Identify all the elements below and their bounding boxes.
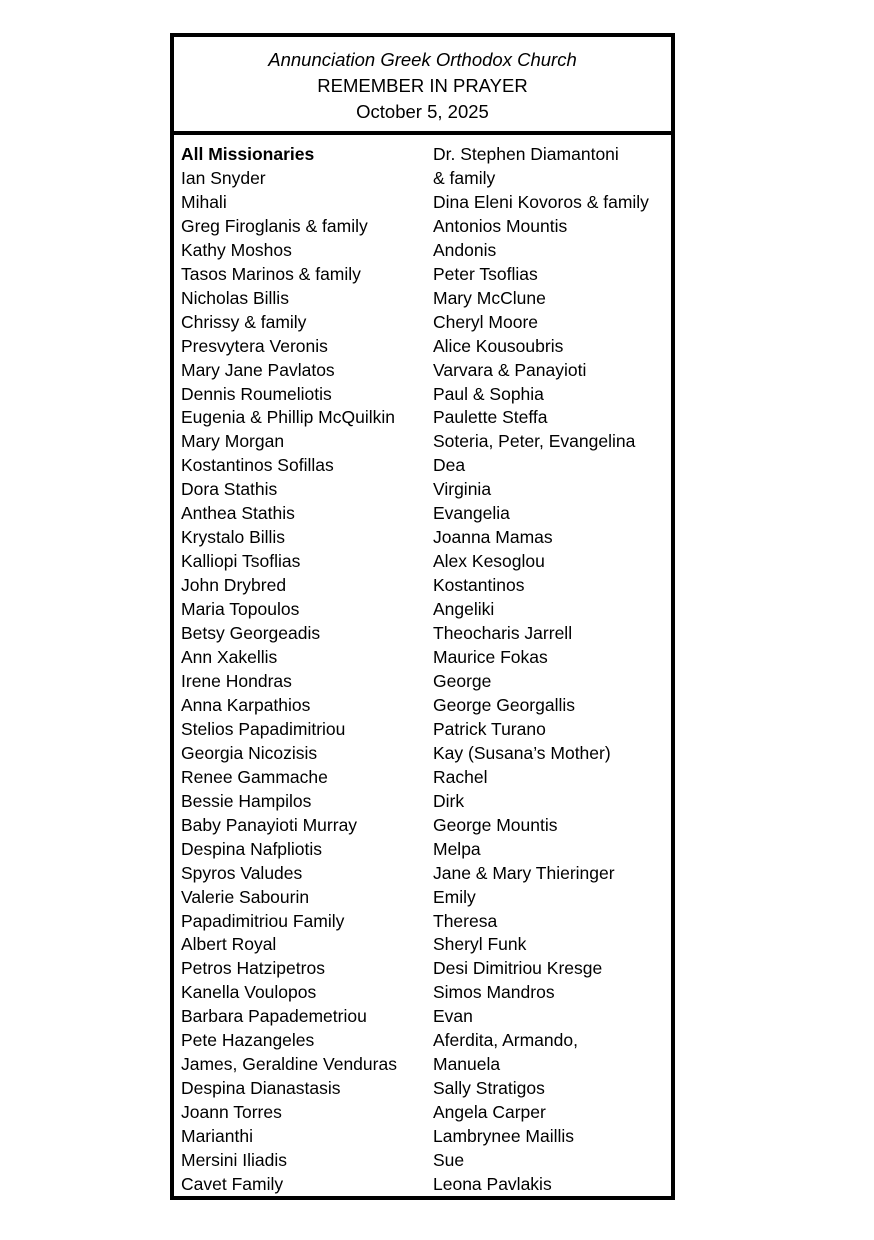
name-entry: Greg Firoglanis & family: [181, 215, 368, 236]
name-entry: Despina Dianastasis: [181, 1078, 341, 1099]
name-entry: Kanella Voulopos: [181, 982, 317, 1003]
name-entry: Joanna Mamas: [433, 527, 553, 548]
name-entry: Aferdita, Armando,: [433, 1030, 578, 1051]
name-entry: Petros Hatzipetros: [181, 958, 325, 979]
name-entry: Angeliki: [433, 599, 495, 620]
name-entry: Georgia Nicozisis: [181, 742, 318, 763]
name-entry: Baby Panayioti Murray: [181, 814, 358, 835]
name-entry: Irene Hondras: [181, 670, 292, 691]
name-entry: Andonis: [433, 239, 497, 260]
name-entry: Barbara Papademetriou: [181, 1006, 367, 1027]
name-entry: George: [433, 670, 492, 691]
name-entry: Paul & Sophia: [433, 383, 544, 404]
name-entry: Dea: [433, 455, 466, 476]
section-heading: All Missionaries: [181, 144, 315, 164]
name-entry: Joann Torres: [181, 1102, 282, 1123]
name-entry: Cheryl Moore: [433, 311, 539, 332]
name-entry: Ian Snyder: [181, 167, 266, 188]
name-entry: Soteria, Peter, Evangelina: [433, 431, 636, 452]
name-entry: James, Geraldine Venduras: [181, 1054, 397, 1075]
name-entry: Kay (Susana’s Mother): [433, 742, 611, 763]
name-entry: Ann Xakellis: [181, 647, 278, 668]
name-entry: Anthea Stathis: [181, 503, 295, 524]
name-entry: Betsy Georgeadis: [181, 623, 321, 644]
name-entry: George Mountis: [433, 814, 558, 835]
name-entry: Lambrynee Maillis: [433, 1126, 575, 1147]
name-entry: Melpa: [433, 838, 481, 859]
name-entry: Evangelia: [433, 503, 510, 524]
name-entry: Papadimitriou Family: [181, 910, 345, 931]
name-entry: Pete Hazangeles: [181, 1030, 315, 1051]
name-entry: Mary Jane Pavlatos: [181, 359, 335, 380]
name-entry: Alice Kousoubris: [433, 335, 564, 356]
name-entry: Jane & Mary Thieringer: [433, 862, 615, 883]
name-entry: Varvara & Panayioti: [433, 359, 587, 380]
prayer-list-box: [170, 33, 675, 1200]
name-entry: Evan: [433, 1006, 473, 1027]
name-entry: Simos Mandros: [433, 982, 555, 1003]
church-name: Annunciation Greek Orthodox Church: [268, 49, 577, 70]
name-entry: Despina Nafpliotis: [181, 838, 323, 859]
name-entry: Anna Karpathios: [181, 694, 311, 715]
name-entry: Emily: [433, 886, 476, 907]
name-entry: Virginia: [433, 479, 492, 500]
name-entry: Sue: [433, 1150, 465, 1171]
name-entry: Maria Topoulos: [181, 599, 300, 620]
name-entry: George Georgallis: [433, 694, 576, 715]
name-entry: Maurice Fokas: [433, 647, 548, 668]
date: October 5, 2025: [356, 101, 489, 122]
name-entry: Presvytera Veronis: [181, 335, 328, 356]
name-entry: Kostantinos Sofillas: [181, 455, 334, 476]
name-entry: Krystalo Billis: [181, 527, 286, 548]
name-entry: Theresa: [433, 910, 498, 931]
name-entry: Marianthi: [181, 1126, 253, 1147]
left-column: [181, 143, 397, 1197]
name-entry: Dina Eleni Kovoros & family: [433, 191, 649, 212]
name-entry: Antonios Mountis: [433, 215, 568, 236]
name-entry: Nicholas Billis: [181, 287, 289, 308]
name-entry: John Drybred: [181, 575, 287, 596]
name-entry: Kostantinos: [433, 575, 525, 596]
name-entry: Chrissy & family: [181, 311, 307, 332]
name-entry: Rachel: [433, 766, 488, 787]
right-column: [433, 143, 649, 1197]
name-entry: Eugenia & Phillip McQuilkin: [181, 407, 395, 428]
header: [174, 37, 671, 135]
name-entry: Theocharis Jarrell: [433, 623, 573, 644]
name-entry: & family: [433, 167, 496, 188]
name-entry: Albert Royal: [181, 934, 277, 955]
name-entry: Desi Dimitriou Kresge: [433, 958, 603, 979]
name-entry: Sally Stratigos: [433, 1078, 545, 1099]
name-entry: Dora Stathis: [181, 479, 278, 500]
name-entry: Patrick Turano: [433, 718, 546, 739]
name-entry: Tasos Marinos & family: [181, 263, 361, 284]
name-entry: Dennis Roumeliotis: [181, 383, 332, 404]
page-title: REMEMBER IN PRAYER: [317, 75, 528, 96]
name-entry: Paulette Steffa: [433, 407, 548, 428]
name-entry: Angela Carper: [433, 1102, 546, 1123]
name-entry: Cavet Family: [181, 1173, 284, 1194]
name-entry: Leona Pavlakis: [433, 1173, 552, 1194]
name-entry: Kathy Moshos: [181, 239, 292, 260]
names-area: [174, 135, 671, 1194]
name-entry: Manuela: [433, 1054, 501, 1075]
name-entry: Alex Kesoglou: [433, 551, 545, 572]
name-entry: Peter Tsoflias: [433, 263, 538, 284]
name-entry: Mary McClune: [433, 287, 546, 308]
name-entry: Dirk: [433, 790, 465, 811]
name-entry: Renee Gammache: [181, 766, 328, 787]
name-entry: Valerie Sabourin: [181, 886, 310, 907]
name-entry: Spyros Valudes: [181, 862, 303, 883]
name-entry: Mersini Iliadis: [181, 1150, 287, 1171]
name-entry: Stelios Papadimitriou: [181, 718, 346, 739]
name-entry: Mihali: [181, 191, 227, 212]
name-entry: Kalliopi Tsoflias: [181, 551, 301, 572]
name-entry: Bessie Hampilos: [181, 790, 312, 811]
name-entry: Mary Morgan: [181, 431, 285, 452]
name-entry: Sheryl Funk: [433, 934, 527, 955]
name-entry: Dr. Stephen Diamantoni: [433, 144, 619, 164]
